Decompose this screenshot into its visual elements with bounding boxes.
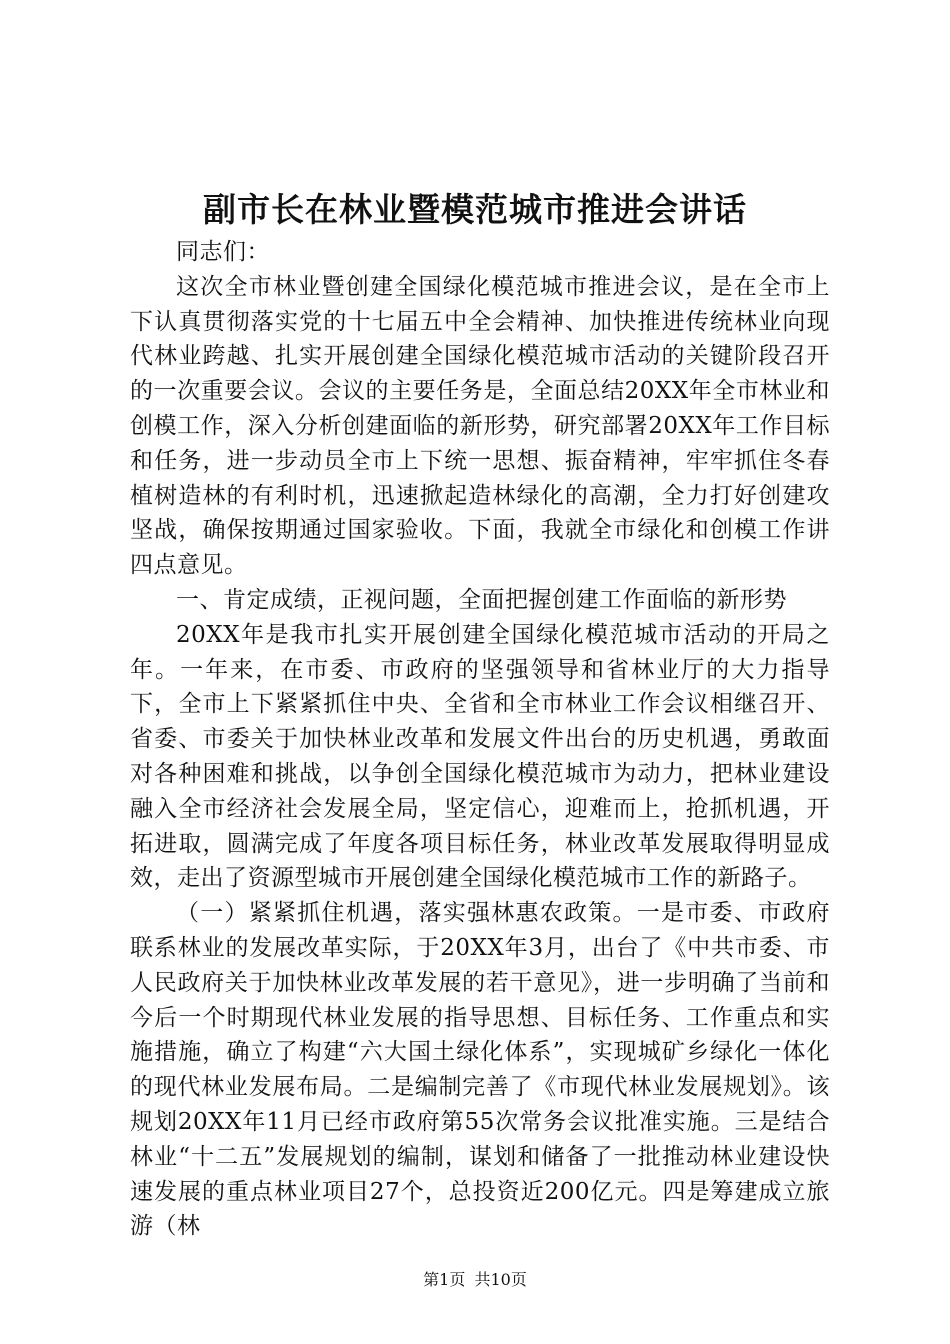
section-heading-1: 一、肯定成绩，正视问题，全面把握创建工作面临的新形势 [176,586,787,613]
page-number: 第1页 [423,1270,466,1289]
document-title: 副市长在林业暨模范城市推进会讲话 [203,190,747,229]
subsection-paragraph-1: （一）紧紧抓住机遇，落实强林惠农政策。一是市委、市政府联系林业的发展改革实际，于20XX年3月，出台了《中共市委、市人民政府关于加快林业改革发展的若干意见》，进一步明确了当前和今后一个时期现代林业发展的指导思想、目标任务、工作重点和实施措施，确立了构建“六大国土绿化体系”，实现城矿乡绿化一体化的现代林业发展布局。二是编制完善了《市现代林业发展规划》。该规划20XX年11月已经市政府第55次常务会议批准实施。三是结合林业“十二五”发展规划的编制，谋划和储备了一批推动林业建设快速发展的重点林业项目27个，总投资近200亿元。四是筹建成立旅游（林 [130,900,830,1240]
page-total: 共10页 [474,1270,527,1289]
page-footer [0,1270,950,1290]
document-body [130,235,830,1244]
salutation-paragraph: 同志们： [176,239,270,265]
intro-paragraph: 这次全市林业暨创建全国绿化模范城市推进会议，是在全市上下认真贯彻落实党的十七届五中全会精神、加快推进传统林业向现代林业跨越、扎实开展创建全国绿化模范城市活动的关键阶段召开的一次重要会议。会议的主要任务是，全面总结20XX年全市林业和创模工作，深入分析创建面临的新形势，研究部署20XX年工作目标和任务，进一步动员全市上下统一思想、振奋精神，牢牢抓住冬春植树造林的有利时机，迅速掀起造林绿化的高潮，全力打好创建攻坚战，确保按期通过国家验收。下面，我就全市绿化和创模工作讲四点意见。 [130,273,830,579]
achievement-paragraph: 20XX年是我市扎实开展创建全国绿化模范城市活动的开局之年。一年来，在市委、市政府的坚强领导和省林业厅的大力指导下，全市上下紧紧抓住中央、全省和全市林业工作会议相继召开、省委、市委关于加快林业改革和发展文件出台的历史机遇，勇敢面对各种困难和挑战，以争创全国绿化模范城市为动力，把林业建设融入全市经济社会发展全局，坚定信心，迎难而上，抢抓机遇，开拓进取，圆满完成了年度各项目标任务，林业改革发展取得明显成效，走出了资源型城市开展创建全国绿化模范城市工作的新路子。 [130,621,830,892]
